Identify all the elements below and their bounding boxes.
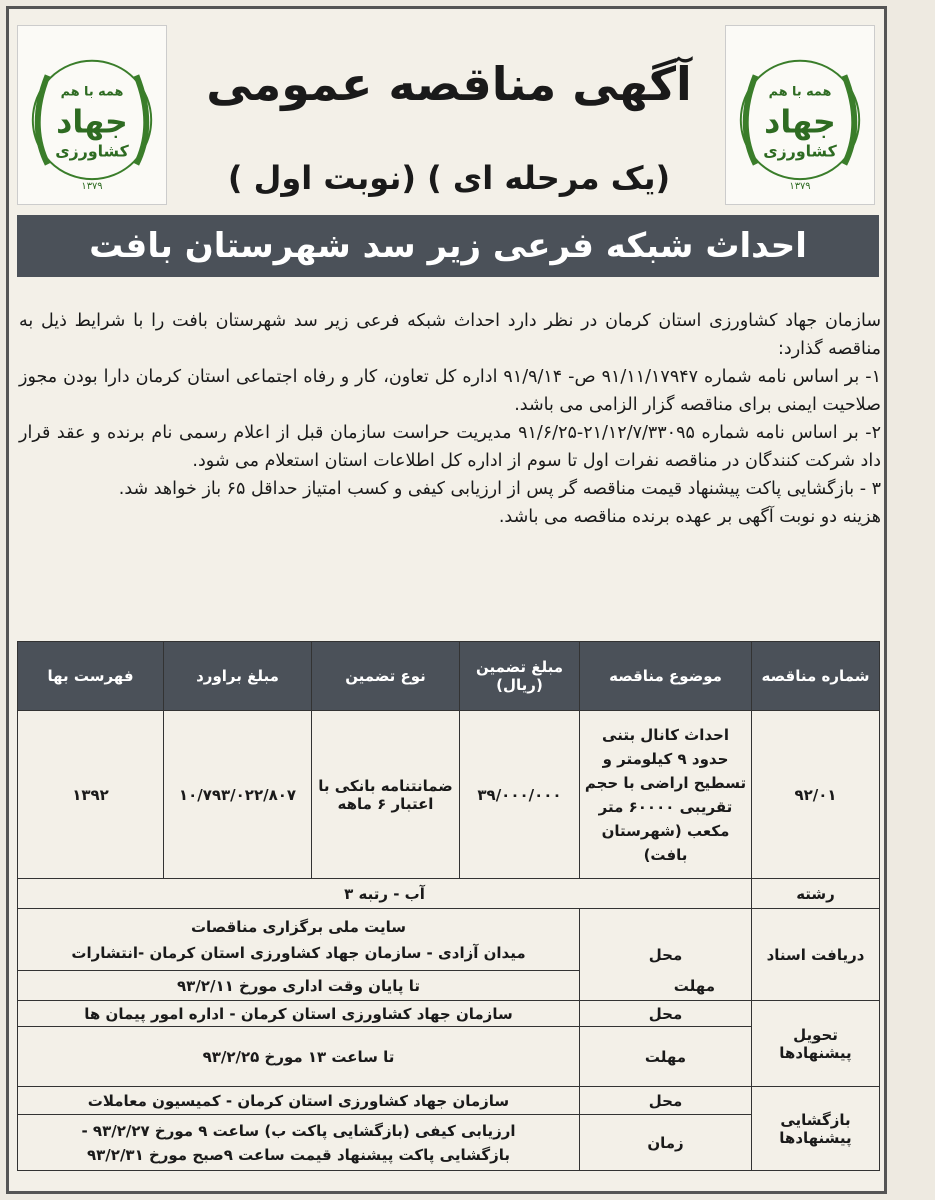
notice-subtitle: (یک مرحله ای ) (نوبت اول ) — [227, 159, 671, 197]
tender-subject: احداث کانال بتنی حدود ۹ کیلومتر و تسطیح اراضی با حجم تقریبی ۶۰۰۰۰ متر مکعب (شهرستان بافت) — [580, 711, 752, 879]
logo-top-text: همه با هم — [768, 84, 832, 100]
receive-deadline — [18, 971, 715, 1001]
notice-title: آگهی مناقصه عمومی — [206, 57, 692, 111]
receive-place-label: محل — [580, 909, 752, 1001]
col-header-estimate: مبلغ براورد — [164, 642, 312, 711]
col-header-subject: موضوع مناقصه — [580, 642, 752, 711]
notice-page — [6, 6, 887, 1194]
logo-top-text: همه با هم — [60, 84, 124, 100]
opening-time-row — [18, 1115, 880, 1171]
deliver-proposals-label: تحویل پیشنهادها — [752, 1001, 880, 1087]
table-header-row — [18, 642, 880, 711]
col-header-price-list: فهرست بها — [18, 642, 164, 711]
advert-cost-note: هزینه دو نوبت آگهی بر عهده برنده مناقصه می باشد. — [498, 507, 881, 527]
guarantee-amount: ۳۹/۰۰۰/۰۰۰ — [460, 711, 580, 879]
logo-main-text: جهاد — [764, 104, 836, 141]
opening-time — [18, 1115, 580, 1171]
field-value: آب - رتبه ۳ — [18, 879, 752, 909]
deliver-deadline-label: مهلت — [580, 1027, 752, 1087]
receive-place — [18, 909, 580, 971]
logo-sub-text: کشاورزی — [55, 141, 129, 161]
condition-1: ۱- بر اساس نامه شماره ۹۱/۱۱/۱۷۹۴۷ ص- ۹۱/۹/۱۴ اداره کل تعاون، کار و رفاه اجتماعی استان کرمان دارا بودن مجوز صلاحیت ایمنی برای مناقصه گزار الزامی می باشد. — [19, 367, 881, 415]
table-row — [18, 711, 880, 879]
opening-proposals-label: بازگشایی پیشنهادها — [752, 1087, 880, 1171]
jahad-logo-left — [17, 25, 167, 205]
receive-docs-label: دریافت اسناد — [752, 909, 880, 1001]
logo-sub-text: کشاورزی — [763, 141, 837, 161]
receive-place-line2: میدان آزادی - سازمان جهاد کشاورزی استان کرمان -انتشارات — [71, 943, 526, 962]
col-header-guarantee-amount: مبلغ تضمین (ریال) — [460, 642, 580, 711]
field-row — [18, 879, 880, 909]
deliver-deadline-row — [18, 1027, 880, 1087]
deliver-deadline: تا ساعت ۱۳ مورخ ۹۳/۲/۲۵ — [18, 1027, 580, 1087]
receive-deadline-label: مهلت — [673, 976, 715, 995]
opening-time-label: زمان — [580, 1115, 752, 1171]
tender-number: ۹۲/۰۱ — [752, 711, 880, 879]
estimate-amount: ۱۰/۷۹۳/۰۲۲/۸۰۷ — [164, 711, 312, 879]
opening-time-line1: ارزیابی کیفی (بازگشایی پاکت ب) ساعت ۹ مورخ ۹۳/۲/۲۷ - — [81, 1121, 516, 1140]
opening-place: سازمان جهاد کشاورزی استان کرمان - کمیسیون معاملات — [18, 1087, 580, 1115]
receive-place-row — [18, 909, 880, 971]
price-list-year: ۱۳۹۲ — [18, 711, 164, 879]
logo-main-text: جهاد — [56, 104, 128, 141]
receive-place-line1: سایت ملی برگزاری مناقصات — [190, 917, 407, 936]
deliver-place-row — [18, 1001, 880, 1027]
opening-place-label: محل — [580, 1087, 752, 1115]
deliver-place-label: محل — [580, 1001, 752, 1027]
condition-2: ۲- بر اساس نامه شماره ۲۱/۱۲/۷/۳۳۰۹۵-۹۱/۶/۲۵ مدیریت حراست سازمان قبل از اعلام رسمی نام برنده و عقد قرار داد شرکت کنندگان در مناقصه نفرات اول تا سوم از اداره کل اطلاعات استان استعلام می شود. — [19, 423, 881, 471]
receive-deadline-value: تا پایان وقت اداری مورخ ۹۳/۲/۱۱ — [177, 976, 420, 995]
notice-body — [19, 307, 881, 531]
field-label: رشته — [752, 879, 880, 909]
col-header-number: شماره مناقصه — [752, 642, 880, 711]
col-header-guarantee-type: نوع تضمین — [312, 642, 460, 711]
deliver-place: سازمان جهاد کشاورزی استان کرمان - اداره امور پیمان ها — [18, 1001, 580, 1027]
opening-place-row — [18, 1087, 880, 1115]
project-banner: احداث شبکه فرعی زیر سد شهرستان بافت — [17, 215, 879, 277]
logo-year-text: ۱۳۷۹ — [81, 181, 103, 192]
intro-paragraph: سازمان جهاد کشاورزی استان کرمان در نظر دارد احداث شبکه فرعی زیر سد شهرستان بافت را با شرایط ذیل به مناقصه گذارد: — [19, 311, 881, 359]
jahad-logo-right — [725, 25, 875, 205]
tender-table — [17, 641, 880, 1171]
guarantee-type: ضمانتنامه بانکی با اعتبار ۶ ماهه — [312, 711, 460, 879]
logo-year-text: ۱۳۷۹ — [789, 181, 811, 192]
condition-3: ۳ - بازگشایی پاکت پیشنهاد قیمت مناقصه گر پس از ارزیابی کیفی و کسب امتیاز حداقل ۶۵ باز خواهد شد. — [118, 479, 881, 499]
opening-time-line2: بازگشایی پاکت پیشنهاد قیمت ساعت ۹صبح مورخ ۹۳/۲/۳۱ — [87, 1145, 510, 1164]
